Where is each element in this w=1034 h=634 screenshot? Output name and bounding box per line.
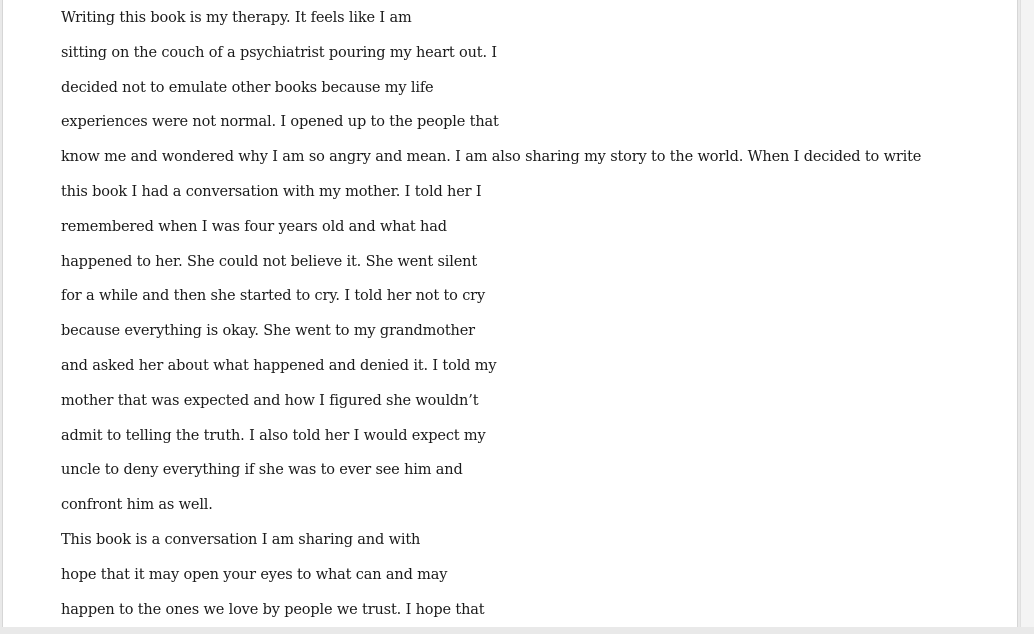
text-line: This book is a conversation I am sharing and with bbox=[61, 531, 421, 548]
scrollbar-track[interactable] bbox=[1020, 0, 1034, 627]
text-line: mother that was expected and how I figured she wouldn’t bbox=[61, 392, 479, 409]
text-line: this book I had a conversation with my mother. I told her I bbox=[61, 183, 482, 200]
text-line: know me and wondered why I am so angry and mean. I am also sharing my story to the world. When I decided to write bbox=[61, 149, 922, 166]
text-line: decided not to emulate other books because my life bbox=[61, 79, 434, 96]
document-body[interactable] bbox=[61, 8, 1001, 634]
text-line: because everything is okay. She went to my grandmother bbox=[61, 323, 475, 340]
text-line: hope that it may open your eyes to what can and may bbox=[61, 566, 448, 583]
text-line: happen to the ones we love by people we trust. I hope that bbox=[61, 601, 485, 618]
text-line: remembered when I was four years old and what had bbox=[61, 218, 447, 235]
text-line: Writing this book is my therapy. It feels like I am bbox=[61, 10, 412, 26]
document-page bbox=[2, 0, 1018, 627]
text-line: experiences were not normal. I opened up to the people that bbox=[61, 114, 499, 131]
text-line: happened to her. She could not believe it. She went silent bbox=[61, 253, 478, 270]
text-line: confront him as well. bbox=[61, 497, 213, 514]
text-line: admit to telling the truth. I also told her I would expect my bbox=[61, 427, 486, 444]
text-line: sitting on the couch of a psychiatrist pouring my heart out. I bbox=[61, 44, 497, 61]
text-line: for a while and then she started to cry. I told her not to cry bbox=[61, 288, 485, 305]
text-line: and asked her about what happened and denied it. I told my bbox=[61, 357, 497, 374]
text-line: uncle to deny everything if she was to ever see him and bbox=[61, 462, 463, 479]
